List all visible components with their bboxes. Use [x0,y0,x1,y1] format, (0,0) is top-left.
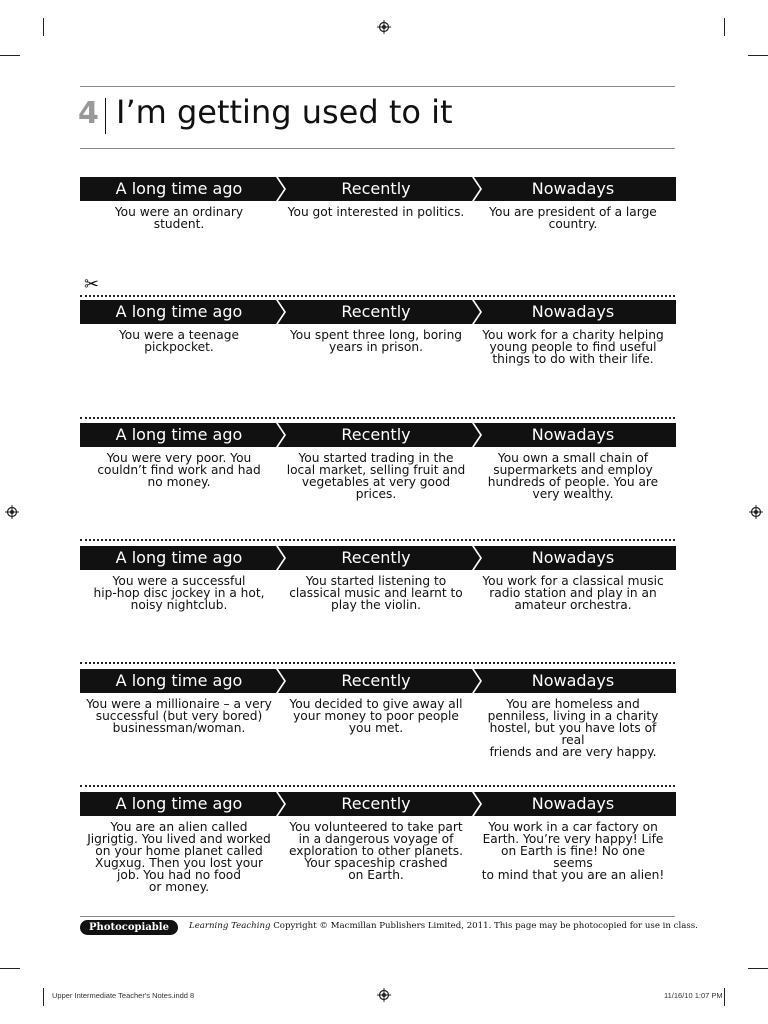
cell-line: Your spaceship crashed [304,856,448,870]
header-recently: Recently [341,794,411,813]
cell-line: You work for a classical music [482,574,664,588]
slug-date: 11/16/10 1:07 PM [664,991,723,1000]
cell-line: Xugxug. Then you lost your [94,856,263,870]
cut-line [80,785,675,787]
cell-line: on Earth is fine! No one seems [500,844,645,870]
header-long-time-ago: A long time ago [115,179,243,198]
crosshair-icon [5,505,19,519]
cell-line: your money to poor people [293,709,459,723]
cell-nowadays [480,329,666,365]
cell-line: You spent three long, boring [289,328,463,342]
cell-line: couldn’t find work and had [97,463,261,477]
role-card [80,300,676,410]
cell-line: radio station and play in an [489,586,657,600]
unit-number: 4 [78,96,99,131]
cell-line: You work in a car factory on [488,820,658,834]
cell-line: You started trading in the [298,451,454,465]
cell-line: things to do with their life. [492,352,654,366]
cell-line: You were a successful [112,574,246,588]
cell-nowadays [480,575,666,611]
cell-line: you met. [348,721,404,735]
cell-line: hip-hop disc jockey in a hot, [93,586,265,600]
header-long-time-ago: A long time ago [115,302,243,321]
title-top-rule [80,86,675,87]
cell-long-time-ago [86,821,272,893]
cell-line: successful (but very bored) [95,709,263,723]
cell-line: country. [548,217,598,231]
cell-line: exploration to other planets. [288,844,464,858]
cell-line: job. You had no food [116,868,241,882]
header-long-time-ago: A long time ago [115,794,243,813]
crosshair-icon [377,20,391,34]
cell-line: years in prison. [329,340,423,354]
footer-rule [80,916,675,917]
cell-line: on your home planet called [95,844,263,858]
cell-line: You decided to give away all [289,697,463,711]
cell-line: You are an alien called [110,820,248,834]
scissors-icon: ✂ [84,274,100,295]
cut-line [80,662,675,664]
cell-line: You were a millionaire – a very [86,697,272,711]
copyright-text: Copyright © Macmillan Publishers Limited, 2011. This page may be photocopied for use in class. [270,921,698,931]
cell-line: hundreds of people. You are [487,475,659,489]
header-recently: Recently [341,671,411,690]
header-nowadays: Nowadays [531,548,615,567]
cell-line: very wealthy. [532,487,614,501]
cell-line: pickpocket. [144,340,214,354]
cell-line: You are homeless and [506,697,640,711]
cell-recently [283,821,469,881]
cell-line: young people to find useful [489,340,657,354]
cell-long-time-ago [86,452,272,488]
cell-line: local market, selling fruit and [286,463,466,477]
crop-mark [43,988,44,1006]
cell-long-time-ago [86,329,272,353]
cell-line: classical music and learnt to [289,586,463,600]
cell-line: vegetables at very good prices. [301,475,451,501]
cell-line: student. [153,217,205,231]
cut-line [80,417,675,419]
cell-long-time-ago [86,575,272,611]
header-recently: Recently [341,425,411,444]
cell-recently [283,206,469,218]
cell-line: businessman/woman. [112,721,246,735]
role-card [80,546,676,656]
crop-mark [748,968,768,969]
cell-long-time-ago [86,206,272,230]
role-card [80,423,676,533]
cell-line: friends and are very happy. [489,745,657,759]
header-nowadays: Nowadays [531,302,615,321]
header-recently: Recently [341,548,411,567]
header-recently: Recently [341,179,411,198]
cell-line: to mind that you are an alien! [481,868,665,882]
cell-line: You got interested in politics. [287,205,465,219]
crop-mark [748,55,768,56]
header-long-time-ago: A long time ago [115,548,243,567]
cell-line: You work for a charity helping [482,328,664,342]
cell-nowadays [480,698,666,758]
cell-line: You are president of a large [489,205,657,219]
crop-mark [724,18,725,36]
photocopiable-badge: Photocopiable [80,920,178,935]
cell-line: You were a teenage [118,328,239,342]
cell-nowadays [480,452,666,500]
slug-file: Upper Intermediate Teacher's Notes.indd 8 [52,991,195,1000]
copyright-line [189,921,698,931]
cell-line: Jigrigtig. You lived and worked [87,832,271,846]
cell-line: You started listening to [305,574,447,588]
cell-line: You volunteered to take part [289,820,463,834]
cell-line: Earth. You’re very happy! Life [482,832,664,846]
cell-recently [283,452,469,500]
header-nowadays: Nowadays [531,179,615,198]
header-nowadays: Nowadays [531,425,615,444]
cell-line: noisy nightclub. [130,598,228,612]
header-long-time-ago: A long time ago [115,425,243,444]
cell-line: penniless, living in a charity [487,709,659,723]
cell-line: You were an ordinary [114,205,244,219]
cell-nowadays [480,821,666,881]
title-divider [105,98,106,134]
crop-mark [724,988,725,1006]
cell-line: hostel, but you have lots of real [489,721,657,747]
header-long-time-ago: A long time ago [115,671,243,690]
cell-line: play the violin. [331,598,421,612]
cell-line: You own a small chain of [497,451,649,465]
header-nowadays: Nowadays [531,794,615,813]
book-title: Learning Teaching [189,921,271,931]
header-nowadays: Nowadays [531,671,615,690]
cell-recently [283,329,469,353]
cell-line: or money. [148,880,210,894]
cell-line: You were very poor. You [106,451,252,465]
cut-line [80,295,675,297]
role-card [80,669,676,779]
cell-long-time-ago [86,698,272,734]
crop-mark [43,18,44,36]
page-title: I’m getting used to it [116,93,453,131]
cell-line: no money. [147,475,211,489]
cell-recently [283,575,469,611]
crosshair-icon [377,988,391,1002]
title-bottom-rule [80,148,675,149]
cell-nowadays [480,206,666,230]
cell-line: on Earth. [348,868,404,882]
role-card [80,792,676,902]
crop-mark [0,55,20,56]
role-card [80,177,676,287]
header-recently: Recently [341,302,411,321]
cell-recently [283,698,469,734]
crosshair-icon [749,505,763,519]
crop-mark [0,968,20,969]
cut-line [80,539,675,541]
cell-line: in a dangerous voyage of [298,832,454,846]
cell-line: amateur orchestra. [514,598,632,612]
cell-line: supermarkets and employ [493,463,653,477]
